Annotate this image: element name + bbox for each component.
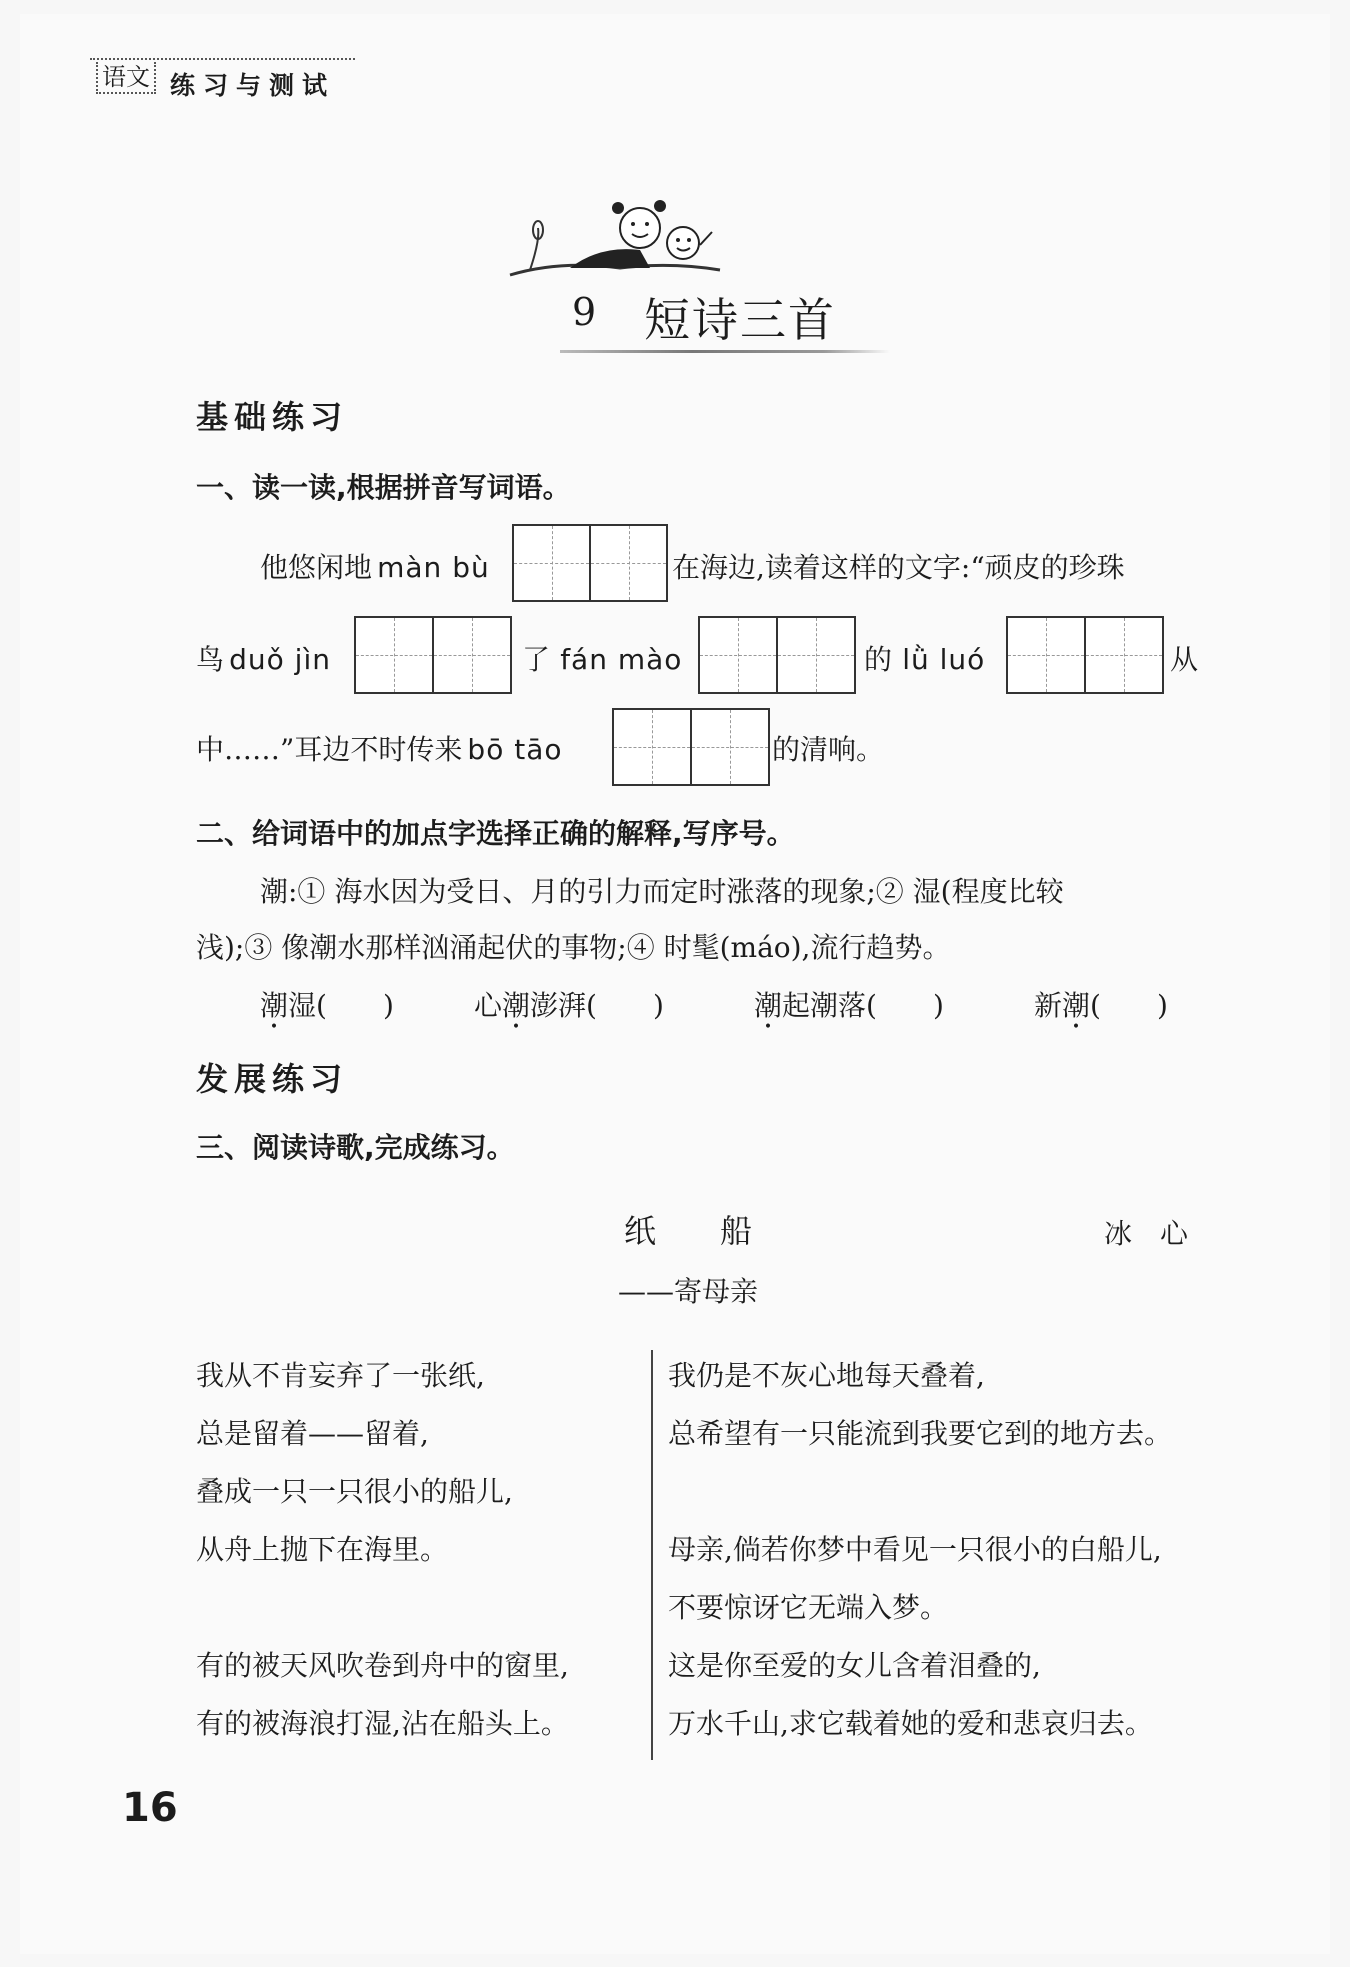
poem-left-line-2: 总是留着——留着, <box>196 1417 429 1450</box>
title-underline <box>560 350 890 353</box>
q1-title: 一、读一读,根据拼音写词语。 <box>196 471 571 504</box>
poem-left-line-4: 从舟上抛下在海里。 <box>196 1533 449 1566</box>
poem-right-line-5: 这是你至爱的女儿含着泪叠的, <box>668 1649 1041 1682</box>
poem-left-line-5: 有的被天风吹卷到舟中的窗里, <box>196 1649 569 1682</box>
answer-grid-lvluo[interactable] <box>1006 616 1164 694</box>
q2-item-3[interactable]: 潮起潮落( ) <box>754 989 944 1022</box>
poem-left-line-6: 有的被海浪打湿,沾在船头上。 <box>196 1707 569 1740</box>
q2-item-1[interactable]: 潮湿( ) <box>260 989 394 1022</box>
poem-right-line-6: 万水千山,求它载着她的爱和悲哀归去。 <box>668 1707 1153 1740</box>
poem-author: 冰 心 <box>1104 1217 1189 1250</box>
poem-right-line-3: 母亲,倘若你梦中看见一只很小的白船儿, <box>668 1533 1162 1566</box>
q3-title: 三、阅读诗歌,完成练习。 <box>196 1131 515 1164</box>
q1-line3-start: 中……”耳边不时传来 bō tāo <box>196 733 563 766</box>
poem-title: 纸 船 <box>624 1212 753 1250</box>
q1-line1-text: 他悠闲地 màn bù <box>260 551 490 584</box>
q2-definition-line2: 浅);③ 像潮水那样汹涌起伏的事物;④ 时髦(máo),流行趋势。 <box>196 931 951 964</box>
poem-right-line-2: 总希望有一只能流到我要它到的地方去。 <box>668 1417 1173 1450</box>
answer-grid-fanmao[interactable] <box>698 616 856 694</box>
q1-line1-rest: 在海边,读着这样的文字:“顽皮的珍珠 <box>672 551 1125 584</box>
poem-subtitle: ——寄母亲 <box>618 1275 759 1308</box>
kids-illustration-icon <box>500 190 740 290</box>
poem-left-line-3: 叠成一只一只很小的船儿, <box>196 1475 513 1508</box>
q2-title: 二、给词语中的加点字选择正确的解释,写序号。 <box>196 817 795 850</box>
section-development: 发展练习 <box>196 1060 349 1098</box>
q2-item-4[interactable]: 新潮( ) <box>1034 989 1168 1022</box>
poem-left-line-1: 我从不肯妄弃了一张纸, <box>196 1359 485 1392</box>
lesson-number: 9 <box>572 290 597 334</box>
page-number: 16 <box>122 1785 178 1831</box>
header-subject: 语文 <box>96 62 156 94</box>
q1-line2-end: 从 <box>1170 643 1199 676</box>
q2-item-2[interactable]: 心潮澎湃( ) <box>474 989 664 1022</box>
q1-line3-end: 的清响。 <box>772 733 885 766</box>
q1-line2-mid: 了 fán mào <box>522 643 683 676</box>
poem-column-divider <box>651 1350 653 1760</box>
answer-grid-duojin[interactable] <box>354 616 512 694</box>
answer-grid-botao[interactable] <box>612 708 770 786</box>
poem-right-line-4: 不要惊讶它无端入梦。 <box>668 1591 949 1624</box>
answer-grid-manbu[interactable] <box>512 524 668 602</box>
poem-right-line-1: 我仍是不灰心地每天叠着, <box>668 1359 985 1392</box>
q2-definition-line1: 潮:① 海水因为受日、月的引力而定时涨落的现象;② 湿(程度比较 <box>260 875 1064 908</box>
lesson-title: 短诗三首 <box>644 293 836 347</box>
section-basic: 基础练习 <box>196 398 349 436</box>
q1-line2-start: 鸟 duǒ jìn <box>196 643 331 676</box>
q1-line2-mid2: 的 lǜ luó <box>864 643 986 676</box>
header-book-title: 练习与测试 <box>170 71 336 100</box>
